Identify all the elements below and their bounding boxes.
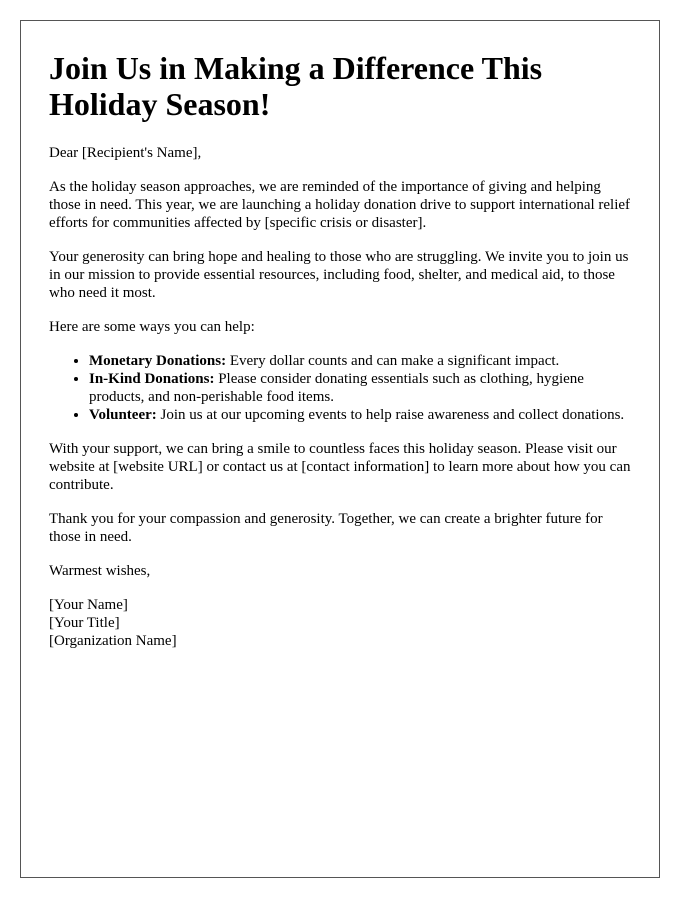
way-label: In-Kind Donations:: [89, 371, 215, 387]
signoff: Warmest wishes,: [49, 563, 151, 579]
way-label: Monetary Donations:: [89, 353, 227, 369]
letter: [20, 20, 660, 878]
way-text: Join us at our upcoming events to help raise awareness and collect donations.: [160, 407, 625, 423]
invitation-paragraph: Your generosity can bring hope and healing to those who are struggling. We invite you to join us in our mission to provide essential resources, including food, shelter, and medical aid, to those who need it most.: [49, 249, 629, 301]
signature-name: [Your Name]: [49, 597, 128, 613]
support-paragraph: With your support, we can bring a smile to countless faces this holiday season. Please visit our website at [website URL] or contact us at [contact information] to learn more about how you can contribute.: [49, 441, 631, 493]
signature-title: [Your Title]: [49, 615, 120, 631]
signature-organization: [Organization Name]: [49, 633, 177, 649]
way-text: Please consider donating essentials such as clothing, hygiene products, and non-perishable food items.: [89, 371, 584, 405]
salutation: Dear [Recipient's Name],: [49, 145, 202, 161]
way-item-in-kind: [89, 370, 631, 406]
way-text: Every dollar counts and can make a significant impact.: [229, 353, 560, 369]
thanks-paragraph: Thank you for your compassion and generosity. Together, we can create a brighter future for those in need.: [49, 511, 603, 545]
way-label: Volunteer:: [89, 407, 157, 423]
ways-list: [49, 352, 631, 424]
letter-title: Join Us in Making a Difference This Holiday Season!: [49, 50, 543, 122]
way-item-monetary: [89, 352, 631, 370]
signature-block: [49, 596, 631, 650]
way-item-volunteer: [89, 406, 631, 424]
intro-paragraph: As the holiday season approaches, we are reminded of the importance of giving and helping those in need. This year, we are launching a holiday donation drive to support international relief efforts for communities affected by [specific crisis or disaster].: [49, 179, 631, 231]
ways-intro: Here are some ways you can help:: [49, 319, 255, 335]
